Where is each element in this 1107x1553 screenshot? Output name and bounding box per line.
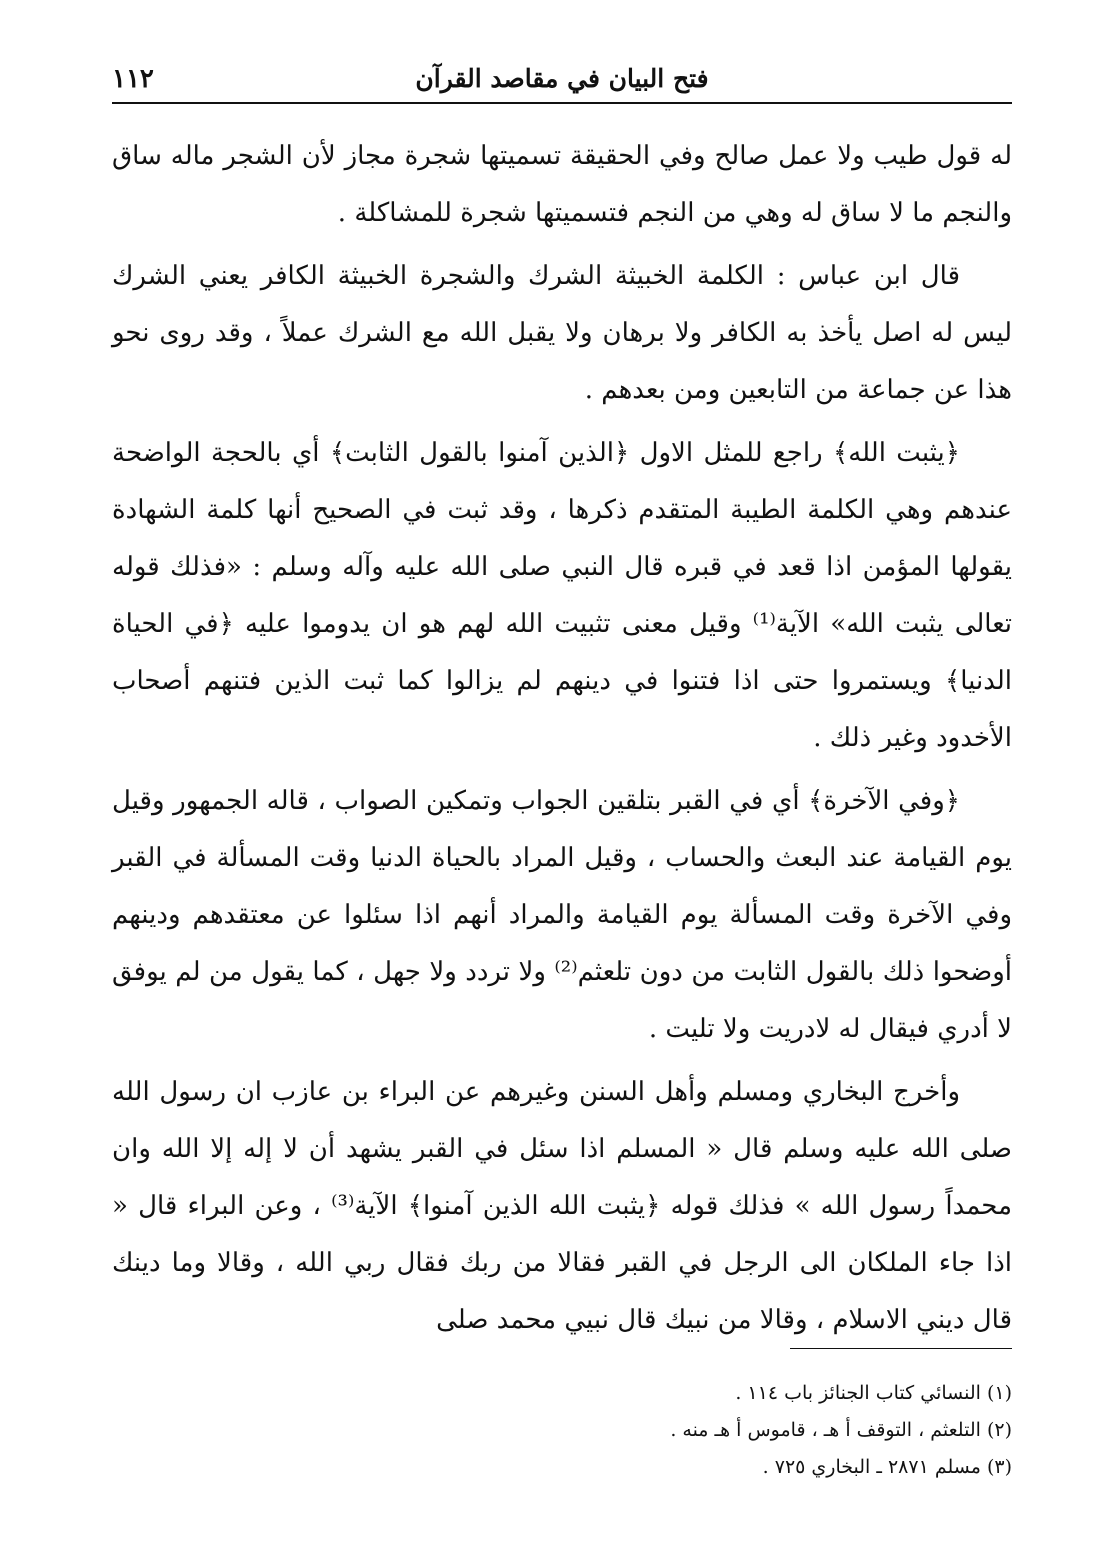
footnote: (١) النسائي كتاب الجنائز باب ١١٤ . [735, 1382, 1012, 1404]
footnote: (٣) مسلم ٢٨٧١ ـ البخاري ٧٢٥ . [762, 1456, 1012, 1478]
running-title: فتح البيان في مقاصد القرآن [415, 64, 709, 93]
paragraph: وأخرج البخاري ومسلم وأهل السنن وغيرهم عن البراء بن عازب ان رسول الله صلى الله عليه وسلم قال « المسلم اذا سئل في القبر يشهد أن لا إله إلا الله وان محمداً رسول الله » فذلك قوله ﴿يثبت الله الذين آمنوا﴾ الآية⁽³⁾ ، وعن البراء قال « اذا جاء الملكان الى الرجل في القبر فقالا من ربك فقال ربي الله ، وقالا وما دينك قال ديني الاسلام ، وقالا من نبيك قال نبيي محمد صلى [112, 1077, 1012, 1335]
paragraph: ﴿يثبت الله﴾ راجع للمثل الاول ﴿الذين آمنوا بالقول الثابت﴾ أي بالحجة الواضحة عندهم وهي الكلمة الطيبة المتقدم ذكرها ، وقد ثبت في الصحيح أنها كلمة الشهادة يقولها المؤمن اذا قعد في قبره قال النبي صلى الله عليه وآله وسلم : «فذلك قوله تعالى يثبت الله» الآية⁽¹⁾ وقيل معنى تثبيت الله لهم هو ان يدوموا عليه ﴿في الحياة الدنيا﴾ ويستمروا حتى اذا فتنوا في دينهم لم يزالوا كما ثبت الذين فتنهم أصحاب الأخدود وغير ذلك . [112, 438, 1012, 753]
page-header [112, 62, 1012, 104]
paragraph: قال ابن عباس : الكلمة الخبيثة الشرك والشجرة الخبيثة الكافر يعني الشرك ليس له اصل يأخذ به الكافر ولا برهان ولا يقبل الله مع الشرك عملاً ، وقد روى نحو هذا عن جماعة من التابعين ومن بعدهم . [112, 261, 1012, 405]
footnote-divider [790, 1348, 1012, 1349]
page-number: ١١٢ [112, 64, 154, 94]
main-text [112, 128, 1012, 1355]
paragraph: له قول طيب ولا عمل صالح وفي الحقيقة تسميتها شجرة مجاز لأن الشجر ماله ساق والنجم ما لا ساق له وهي من النجم فتسميتها شجرة للمشاكلة . [112, 141, 1012, 228]
footnotes [112, 1375, 1012, 1486]
paragraph: ﴿وفي الآخرة﴾ أي في القبر بتلقين الجواب وتمكين الصواب ، قاله الجمهور وقيل يوم القيامة عند البعث والحساب ، وقيل المراد بالحياة الدنيا وقت المسألة في القبر وفي الآخرة وقت المسألة يوم القيامة والمراد أنهم اذا سئلوا عن معتقدهم ودينهم أوضحوا ذلك بالقول الثابت من دون تلعثم⁽²⁾ ولا تردد ولا جهل ، كما يقول من لم يوفق لا أدري فيقال له لادريت ولا تليت . [112, 786, 1012, 1044]
footnote: (٢) التلعثم ، التوقف أ هـ ، قاموس أ هـ منه . [670, 1419, 1012, 1441]
